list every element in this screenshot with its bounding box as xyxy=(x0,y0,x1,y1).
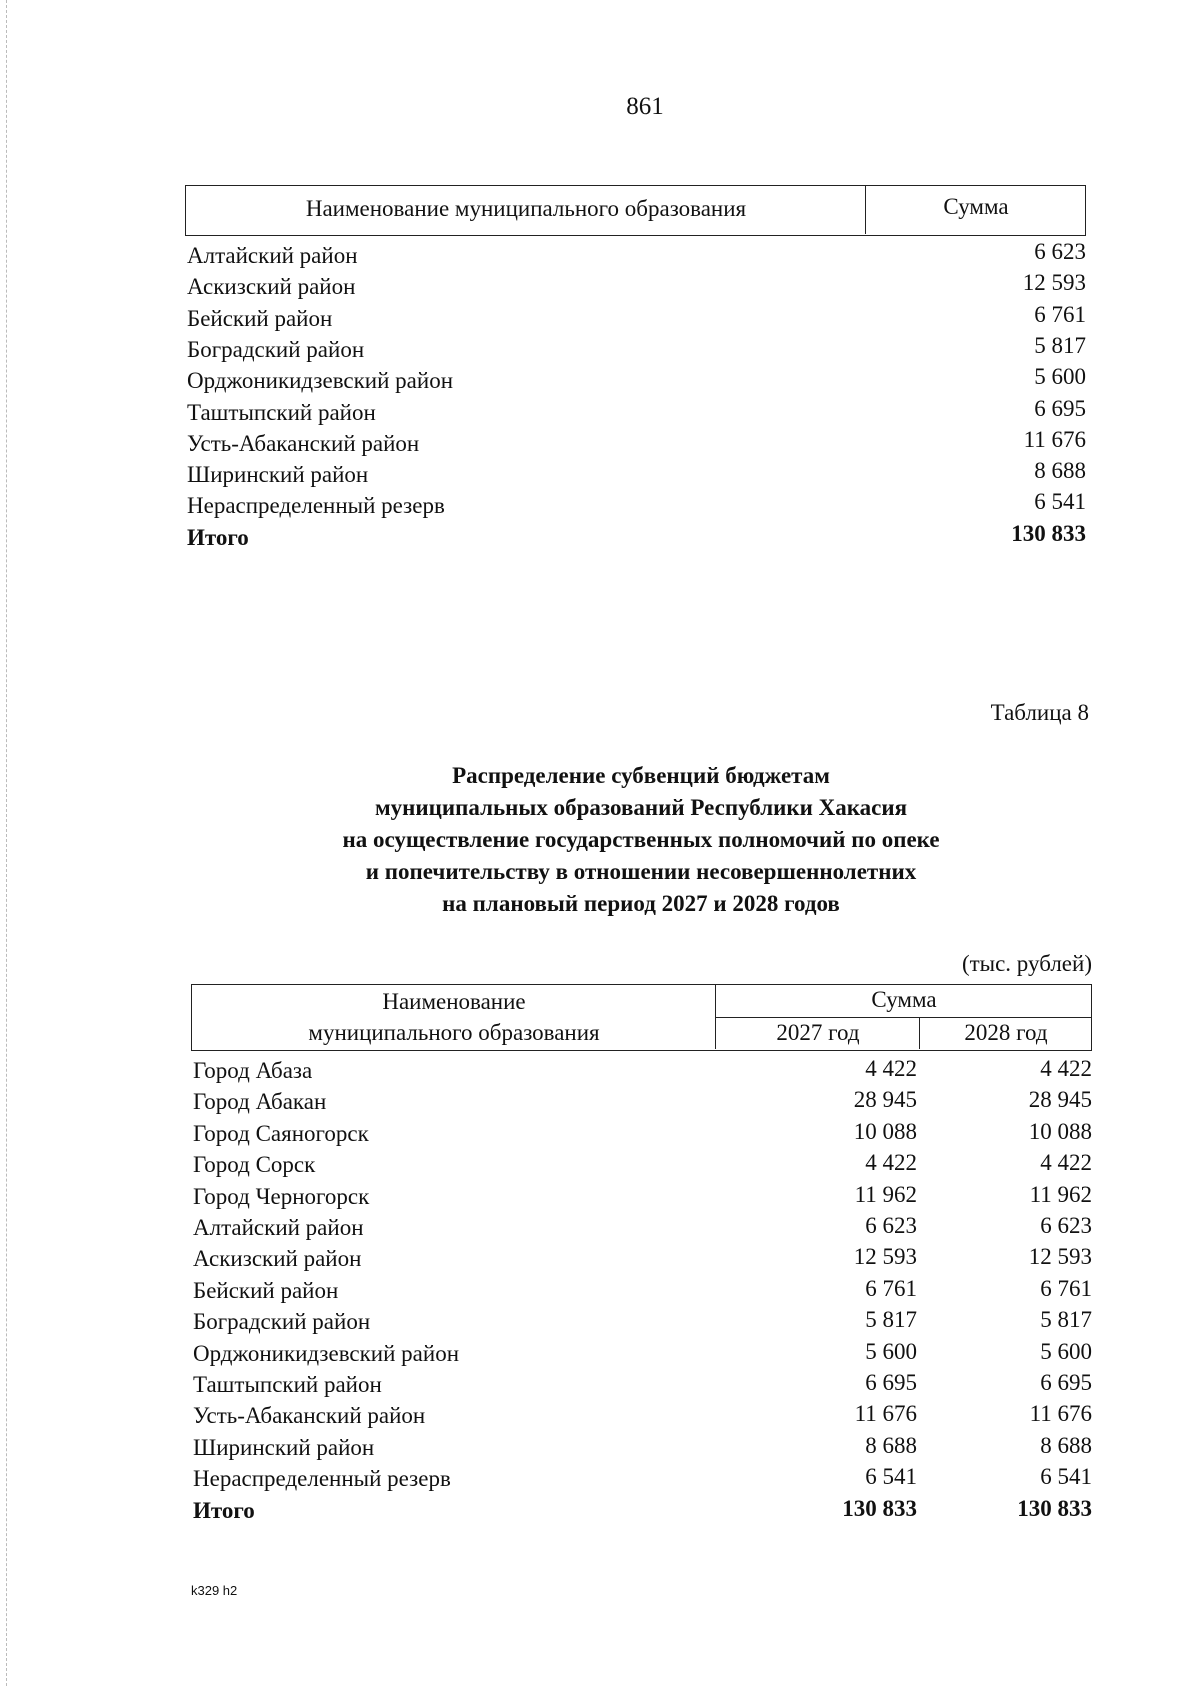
row-sum: 6 541 xyxy=(1034,489,1086,515)
row-2027: 10 088 xyxy=(853,1118,917,1144)
title-line: на осуществление государственных полномочий по опеке xyxy=(342,827,940,852)
row-name: Город Абакан xyxy=(193,1089,327,1115)
row-sum: 5 817 xyxy=(1034,332,1086,358)
row-sum: 6 695 xyxy=(1034,395,1086,421)
row-2028: 4 422 xyxy=(1040,1056,1092,1081)
row-2027: 6 695 xyxy=(865,1370,917,1395)
row-2027: 28 945 xyxy=(853,1087,917,1113)
title-line: на плановый период 2027 и 2028 годов xyxy=(442,891,840,916)
row-2028: 6 623 xyxy=(1040,1213,1092,1238)
row-name: Орджоникидзевский район xyxy=(193,1340,460,1366)
total-sum: 130 833 xyxy=(1011,520,1086,546)
total-2028: 130 833 xyxy=(1017,1495,1092,1521)
table2-header-2028: 2028 год xyxy=(964,1020,1048,1045)
row-name: Алтайский район xyxy=(193,1215,364,1240)
row-2028: 11 676 xyxy=(1029,1401,1092,1427)
table-label: Таблица 8 xyxy=(990,700,1089,725)
row-name: Город Саяногорск xyxy=(193,1120,369,1146)
row-2027: 12 593 xyxy=(853,1244,917,1270)
table2-header-name-line1: Наименование xyxy=(382,989,526,1014)
row-name: Ширинский район xyxy=(193,1434,375,1460)
row-name: Бейский район xyxy=(193,1277,339,1303)
row-name: Усть-Абаканский район xyxy=(193,1403,426,1429)
row-2027: 5 817 xyxy=(865,1307,917,1333)
row-name: Усть-Абаканский район xyxy=(187,430,420,456)
row-2028: 6 541 xyxy=(1040,1464,1092,1490)
row-2027: 4 422 xyxy=(865,1150,917,1176)
row-sum: 12 593 xyxy=(1022,270,1086,296)
row-2027: 8 688 xyxy=(865,1432,917,1458)
table2-header xyxy=(191,984,1092,1051)
row-name: Таштыпский район xyxy=(193,1372,382,1397)
table2-header-2027: 2027 год xyxy=(776,1020,860,1045)
row-name: Бейский район xyxy=(187,305,333,331)
row-sum: 6 623 xyxy=(1034,239,1086,264)
row-2028: 4 422 xyxy=(1040,1150,1092,1176)
row-2028: 11 962 xyxy=(1029,1181,1092,1207)
row-2028: 10 088 xyxy=(1028,1118,1092,1144)
row-2027: 5 600 xyxy=(865,1338,917,1364)
row-2027: 11 962 xyxy=(854,1181,917,1207)
row-sum: 6 761 xyxy=(1034,301,1086,327)
row-name: Алтайский район xyxy=(187,243,358,268)
total-2027: 130 833 xyxy=(842,1495,917,1521)
row-name: Аскизский район xyxy=(193,1246,362,1272)
row-name: Боградский район xyxy=(187,336,365,362)
total-label: Итого xyxy=(193,1497,255,1523)
row-2027: 6 623 xyxy=(865,1213,917,1238)
row-2027: 6 541 xyxy=(865,1464,917,1490)
row-2027: 4 422 xyxy=(865,1056,917,1081)
row-2028: 5 600 xyxy=(1040,1338,1092,1364)
row-name: Нераспределенный резерв xyxy=(193,1466,451,1492)
row-name: Боградский район xyxy=(193,1309,371,1335)
row-2027: 11 676 xyxy=(854,1401,917,1427)
row-name: Аскизский район xyxy=(187,274,356,300)
table1-header-name: Наименование муниципального образования xyxy=(305,196,747,221)
title-line: Распределение субвенций бюджетам xyxy=(452,763,830,788)
units-note: (тыс. рублей) xyxy=(961,951,1092,976)
table2-header-subdivider xyxy=(919,1017,920,1049)
table1-header xyxy=(185,185,1086,236)
row-2028: 12 593 xyxy=(1028,1244,1092,1270)
table1-header-divider xyxy=(865,186,866,234)
title-line: муниципальных образований Республики Хакасия xyxy=(374,795,908,820)
row-name: Таштыпский район xyxy=(187,399,376,425)
title-line: и попечительству в отношении несовершеннолетних xyxy=(365,859,917,884)
row-name: Город Абаза xyxy=(193,1058,313,1083)
row-sum: 8 688 xyxy=(1034,458,1086,484)
row-name: Ширинский район xyxy=(187,462,369,488)
scan-margin-line xyxy=(6,0,7,1686)
row-name: Орджоникидзевский район xyxy=(187,368,454,394)
row-2028: 28 945 xyxy=(1028,1087,1092,1113)
row-2028: 6 695 xyxy=(1040,1370,1092,1395)
row-2028: 8 688 xyxy=(1040,1432,1092,1458)
row-2028: 5 817 xyxy=(1040,1307,1092,1333)
row-name: Нераспределенный резерв xyxy=(187,493,445,519)
footer-code: k329 h2 xyxy=(191,1583,238,1598)
table2-header-name-line2: муниципального образования xyxy=(308,1020,600,1045)
row-name: Город Черногорск xyxy=(193,1183,370,1209)
row-2027: 6 761 xyxy=(865,1275,917,1301)
row-sum: 5 600 xyxy=(1034,364,1086,390)
row-2028: 6 761 xyxy=(1040,1275,1092,1301)
row-sum: 11 676 xyxy=(1023,426,1086,452)
total-label: Итого xyxy=(187,524,249,550)
page-number: 861 xyxy=(626,93,664,120)
table1-header-sum: Сумма xyxy=(943,194,1009,219)
table-title xyxy=(191,760,1091,920)
table2-header-sum: Сумма xyxy=(871,987,937,1012)
row-name: Город Сорск xyxy=(193,1152,316,1178)
table2-header-subline xyxy=(716,1017,1092,1018)
